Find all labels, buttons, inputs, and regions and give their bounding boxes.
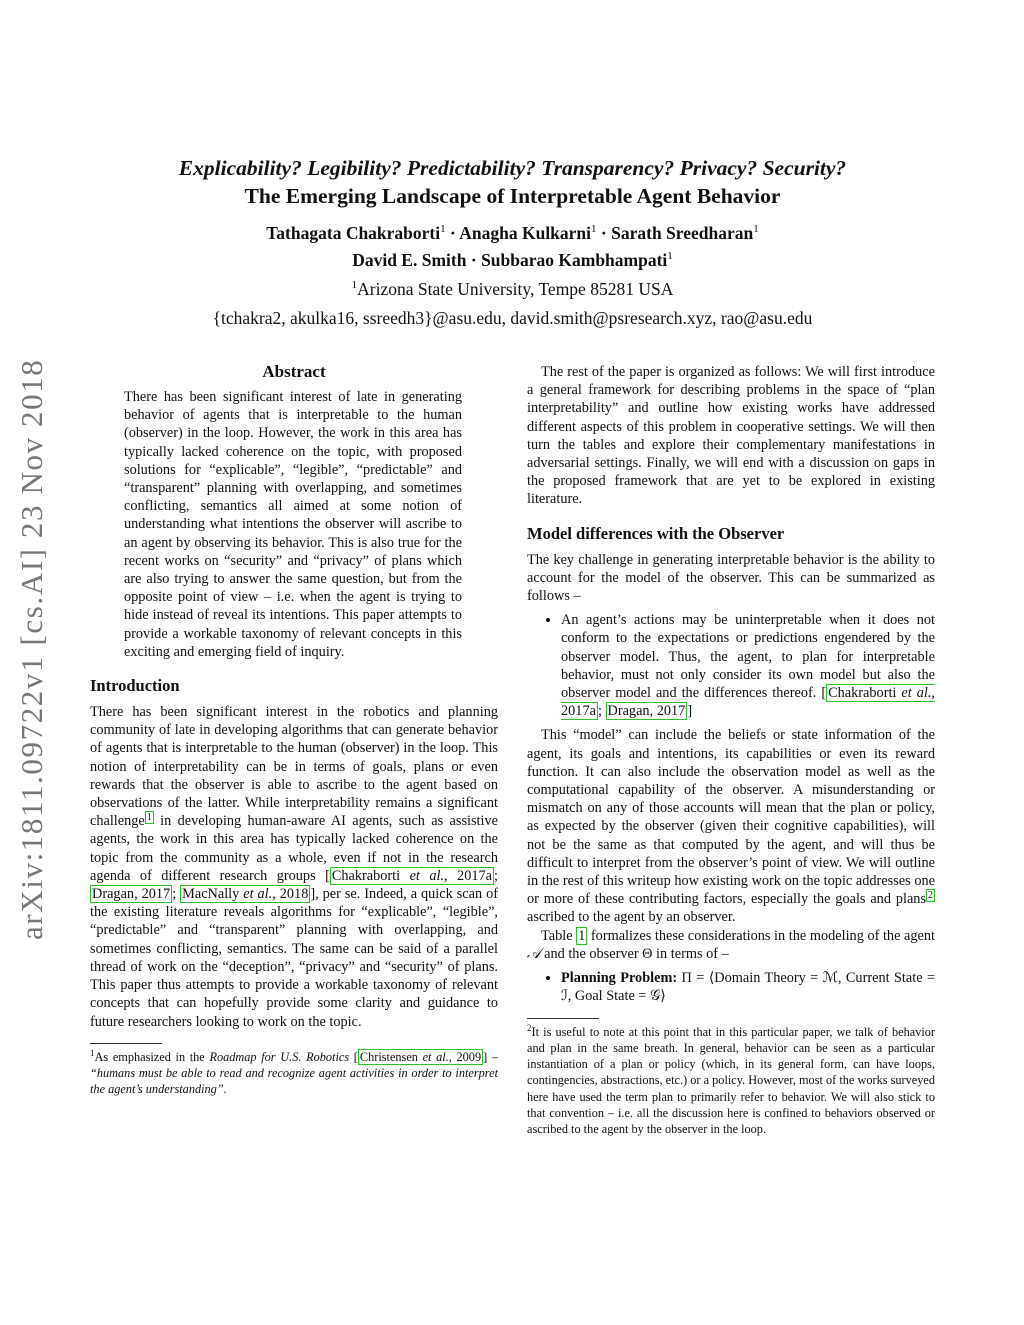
bullet-list-1 xyxy=(527,611,935,720)
model-differences-heading: Model differences with the Observer xyxy=(527,523,785,543)
citation-christensen-2009[interactable]: Christensen et al., 2009 xyxy=(359,1049,482,1064)
citation-dragan-2017-b[interactable]: Dragan, 2017 xyxy=(607,703,686,720)
abstract-text: There has been significant interest of late in generating behavior of agents that is interpretable to the human (observer) in the loop. However, the work in this area has typically lacked coherence on the topic, with proposed solutions for “explicable”, “legible”, “predictable” and “transparent” planning with overlapping, and sometimes conflicting, semantics all aimed at some notion of understanding what intentions the observer will ascribe to an agent by observing its behavior. This is also true for the recent works on “security” and “privacy” of plans which are also trying to answer the same question, but from the opposite point of view – i.e. when the agent is trying to hide instead of reveal its intentions. This paper attempts to provide a workable taxonomy of relevant concepts in this exciting and emerging field of inquiry. xyxy=(124,389,462,660)
table-1-link[interactable]: 1 xyxy=(578,927,586,944)
footnote-rule xyxy=(90,1043,162,1044)
title-line-1: Explicability? Legibility? Predictability? Transparency? Privacy? Security? xyxy=(178,156,847,180)
citation-chakraborti-2017a[interactable]: Chakraborti et al., 2017a xyxy=(331,867,492,884)
abstract-heading: Abstract xyxy=(262,362,326,381)
bullet-uninterpretable-actions: • An agent’s actions may be uninterpretable when it does not conform to the expectations or predictions engendered by the observer model. Thus, the agent, to plan for interpretable behavior, must not only consider its own model but also the observer model and the differences thereof. [ Chakraborti et al., 2017a ; Dragan, 2017 ] xyxy=(561,611,935,720)
introduction-paragraph: There has been significant interest in the robotics and planning community of late in developing algorithms that can generate behavior of agents that is interpretable to the human (observer) in the loop. This notion of interpretability can be in terms of goals, plans or even rewards that the observer is able to ascribe to the agent based on observations of the latter. While interpretability remains a significant challenge $^1$ in developing human-aware AI agents, such as assistive agents, the work in this area has typically lacked coherence on the topic from the community as a whole, even if not in the research agenda of different research groups [ Chakraborti et al., 2017a ; Dragan, 2017 ; MacNally et al., 2018 ], per se. Indeed, a quick scan of the existing literature reveals algorithms for “explicable”, “legible”, “predictable” and “transparent” planning with overlapping, and sometimes conflicting, semantics. The same can be said of a parallel thread of work on the “deception”, “privacy” and “security” of plans. This paper thus attempts to provide a workable taxonomy of relevant concepts that can hopefully provide some clarity and guidance to future researchers looking to work on the topic. xyxy=(90,704,498,1030)
model-intro-paragraph: The key challenge in generating interpretable behavior is the ability to account for the model of the observer. This can be summarized as follows – xyxy=(527,551,935,605)
footnote-2-link[interactable]: 2 xyxy=(928,889,933,901)
author-kambhampati: Subbarao Kambhampati xyxy=(481,250,668,270)
introduction-heading: Introduction xyxy=(90,676,180,696)
bullet-list-2 xyxy=(527,969,935,1005)
paper-organization-paragraph: The rest of the paper is organized as follows: We will first introduce a general framework for describing problems in the space of “plan interpretability” and outline how existing works have addressed different aspects of this problem in cooperative settings. We will then turn the tables and explore their complementary manifestations in adversarial settings. Finally, we will end with a discussion on gaps in the proposed framework that are yet to be explored in existing literature. xyxy=(527,364,935,508)
footnote-2: $^2$It is useful to note at this point that in this particular paper, we talk of behavior and plan in the same breath. In general, behavior can be seen as a particular instantiation of a plan or policy (which, in its general form, can have loops, contingencies, abstractions, etc.) or a policy. However, most of the works surveyed here have used the term plan to primarily refer to behavior. We will also stick to that convention – i.e. all the discussion here is confined to behaviors observed or ascribed to the agent by the observer in the loop. xyxy=(527,1022,935,1137)
left-column xyxy=(90,360,498,1098)
affiliation: $^1$Arizona State University, Tempe 85281 USA xyxy=(351,279,674,299)
author-emails: {tchakra2, akulka16, ssreedh3}@asu.edu, david.smith@psresearch.xyz, rao@asu.edu xyxy=(212,308,813,328)
citation-macnally-2018[interactable]: MacNally et al., 2018 xyxy=(182,886,309,903)
footnote-1-link[interactable]: 1 xyxy=(146,811,152,823)
title-line-2: The Emerging Landscape of Interpretable Agent Behavior xyxy=(244,184,781,208)
citation-dragan-2017[interactable]: Dragan, 2017 xyxy=(92,886,171,903)
table-reference-paragraph: Table 1 formalizes these considerations in the modeling of the agent 𝒜 and the observer Θ in terms of – xyxy=(527,927,935,962)
author-kulkarni: Anagha Kulkarni xyxy=(459,223,592,243)
right-column xyxy=(527,363,935,1138)
footnote-rule-2 xyxy=(527,1018,599,1019)
citation-chakraborti-2017a-b[interactable]: Chakraborti et al., 2017a xyxy=(561,685,935,720)
paper-header xyxy=(90,154,935,333)
author-smith: David E. Smith xyxy=(352,250,467,270)
bullet-planning-problem: • Planning Problem: Π = ⟨Domain Theory = ℳ, Current State = ℐ, Goal State = 𝒢⟩ xyxy=(561,969,935,1005)
author-chakraborti: Tathagata Chakraborti xyxy=(266,223,441,243)
author-list: Tathagata Chakraborti$^1$ · Anagha Kulkarni$^1$ · Sarath Sreedharan$^1$ David E. Smith · Subbarao Kambhampati$^1$ xyxy=(266,223,759,270)
footnote-1: $^1$As emphasized in the Roadmap for U.S. Robotics [ Christensen et al., 2009 ] – “humans must be able to read and recognize agent activities in order to interpret the agent’s understanding”. xyxy=(90,1047,498,1097)
model-description-paragraph: This “model” can include the beliefs or state information of the agent, its goals and intentions, its capabilities or even its reward function. It can also include the observation model as well as the computational capability of the observer. A misunderstanding or mismatch on any of those accounts will mean that the plan or policy, as expected by the observer (given their cognitive capabilities), will not be the same as that computed by the agent, and will thus be difficult to interpret from the observer’s point of view. We will outline in the rest of this writeup how existing work on the topic addresses one or more of these contributing factors, especially the goals and plans $^2$ ascribed to the agent by an observer. xyxy=(527,727,935,926)
author-sreedharan: Sarath Sreedharan xyxy=(611,223,754,243)
arxiv-identifier: arXiv:1811.09722v1 [cs.AI] 23 Nov 2018 xyxy=(14,358,49,940)
